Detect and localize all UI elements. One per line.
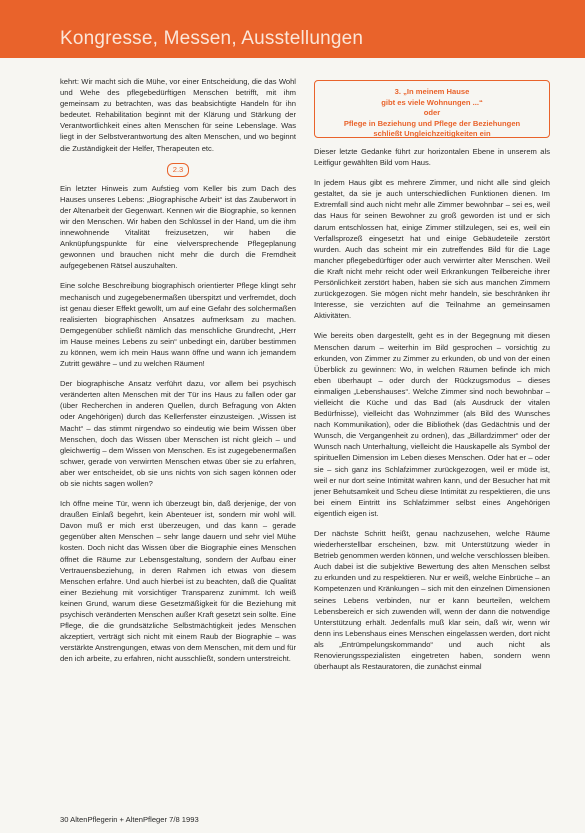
section-title: Kongresse, Messen, Ausstellungen bbox=[60, 28, 364, 49]
section-number-badge: 2.3 bbox=[167, 163, 189, 177]
paragraph: Dieser letzte Gedanke führt zur horizontalen Ebene in unserem als Leitfigur gewählten Bild vom Haus. bbox=[314, 147, 550, 168]
paragraph: Ich öffne meine Tür, wenn ich überzeugt bin, daß derjenige, der von draußen Einlaß begehrt, kein Abenteuer ist, sondern mir wohl will. Davon muß er mich erst überzeugen, und das kann – gerade gegenüber alten Menschen – sehr lange dauern und sehr viel Mühe kosten. Doch nicht das Wissen über die Biographie eines Menschen öffnet die Räume zur Lebensgestaltung, sondern der Aufbau einer Vertrauensbeziehung, in deren Rahmen ich etwas von diesem Menschen erfahre. Und auch hierbei ist zu beachten, daß die Qualität einer Beziehung mit vorsichtiger Transparenz zunimmt. Ich weiß keinen Grund, warum diese Gesetzmäßigkeit für die Beziehung mit psychisch veränderten Menschen außer Kraft gesetzt sein sollte. Eine Pflege, die die grundsätzliche Selbstmächtigkeit jedes Menschen akzeptiert, verträgt sich nicht mit einem Raub der Biographie – was verstärkte Anstrengungen, etwas von dem Menschen, mit dem und für den ich arbeite, zu erfahren, nicht ausschließt, sondern unterstreicht. bbox=[60, 499, 296, 664]
page-footer: 30 AltenPflegerin + AltenPfleger 7/8 1993 bbox=[60, 815, 199, 824]
heading-line: gibt es viele Wohnungen ...“ bbox=[381, 97, 483, 107]
paragraph: kehrt: Wir macht sich die Mühe, vor einer Entscheidung, die das Wohl und Wehe des pflegebedürftigen Menschen betrifft, mit ihm gemeinsam zu betrachten, was das beabsichtigte Handeln für ihn bedeutet. Rehabilitation beginnt mit der Klärung und Stärkung der Verantwortlichkeit eines alten Menschen für seine Lebenslage. Was liegt in der Selbstverantwortung des alten Menschen, und wo beginnt die Zuständigkeit der Helfer, Therapeuten etc. bbox=[60, 77, 296, 153]
paragraph: Der nächste Schritt heißt, genau nachzusehen, welche Räume wiederherstellbar erscheinen, bzw. mit Unterstützung wieder in Betrieb genommen werden können, und welche verschlossen bleiben. Auch dabei ist die subjektive Bewertung des alten Menschen selbst zu erkunden und zu respektieren. Nur er weiß, welche Einbrüche – an Kompetenzen und Kränkungen – sich mit den einzelnen Dimensionen seines Lebens verbinden, nur er kann beurteilen, welchem Lebensbereich er sich zuwenden will, wenn der dann die notwendige Unterstützung erhält. Jedenfalls muß klar sein, daß wir, wenn wir denn ins Lebenshaus eines Menschen eingelassen werden, dort nicht als „Entrümpelungskommando“ und auch nicht als Renovierungsspezialisten eingetreten haben, sondern wenn überhaupt als Restauratoren, die zunächst einmal bbox=[314, 529, 550, 672]
paragraph: In jedem Haus gibt es mehrere Zimmer, und nicht alle sind gleich gestaltet, da sie je auch unterschiedlichen Funktionen dienen. Im Extremfall sind auch nicht mehr alle Zimmer bewohnbar – sei es, weil das Haus für seinen Bewohner zu groß geworden ist und er sich darum entschlossen hat, einige Zimmer stillzulegen, sei es, weil ein Verfallsprozeß eingesetzt hat und einige Gebäudeteile zerstört wurden. Auch das scheint mir ein zutreffendes Bild für die Lage mancher pflegebedürftiger oder auch verwirrter alter Menschen. Weil die Kraft nicht mehr reicht oder weil Erkrankungen Teilbereiche ihrer Persönlichkeit zerstört haben, haben sie sich aus manchen Zimmern zurückgezogen. Sie mögen nicht mehr handeln, sie beschränken ihr Interesse, sie verzichten auf die Teilnahme an gemeinsamen Aktivitäten. bbox=[314, 178, 550, 321]
heading-line: 3. „In meinem Hause bbox=[394, 87, 470, 96]
heading-line: oder bbox=[423, 108, 441, 117]
paragraph: Eine solche Beschreibung biographisch orientierter Pflege klingt sehr mechanisch und zugegebenermaßen überspitzt und verfremdet, doch ist genau dieser Effekt gewollt, um auf eine Gefahr des solchermaßen realisierten biographischen Ansatzes aufmerksam zu machen. Demgegenüber schließt nämlich das menschliche Grundrecht, „Herr im Hause meines Lebens zu sein“ unbedingt ein, darüber bestimmen zu können, wem ich mein Haus wann öffne und wann ich jemandem Zutritt gewähre – und zu welchen Räumen! bbox=[60, 281, 296, 369]
right-column bbox=[314, 80, 550, 681]
paragraph: Der biographische Ansatz verführt dazu, vor allem bei psychisch veränderten alten Menschen mit der Tür ins Haus zu fallen oder gar (über Recherchen in anderen Quellen, durch Befragung von Akten oder Angehörigen) durch das Kellerfenster einzusteigen. „Wissen ist Macht“ – das stimmt nirgendwo so eindeutig wie beim Wissen über Menschen, doch das Wissen über Menschen ist nicht gleich – und gleichwertig – dem Wissen von Menschen. Es ist zugegebenermaßen schwer, gerade von verwirrten Menschen etwas über sie zu erfahren, aber wer entscheidet, ob sie uns nichts von sich sagen können oder ob sie nichts sagen wollen? bbox=[60, 379, 296, 488]
section-heading-box bbox=[314, 80, 550, 138]
header-banner bbox=[0, 0, 585, 58]
paragraph: Ein letzter Hinweis zum Aufstieg vom Keller bis zum Dach des Hauses unseres Lebens: „Biographische Arbeit“ ist das Zauberwort in der Altenarbeit der Gegenwart. Kennen wir die Biographie, so kennen wir den Menschen. Wir haben den Schlüssel in der Hand, um die ihm innewohnende Vitalität freizusetzen, wir haben die Anknüpfungspunkte für eine vielversprechende Pflegeplanung gewonnen und brauchen nicht mehr die durch die Fremdheit aufgegebenen Rätsel auszuhalten. bbox=[60, 183, 296, 271]
left-column bbox=[60, 76, 296, 674]
heading-line: Pflege in Beziehung und Pflege der Beziehungen bbox=[343, 118, 521, 128]
paragraph: Wie bereits oben dargestellt, geht es in der Begegnung mit diesen Menschen darum – weiterhin im Bild gesprochen – vorsichtig zu erkunden, von Zimmer zu Zimmer zu erkunden, ob und von der einen Überblick zu gewinnen: Wo, in welchen Räumen befinde ich mich eben überhaupt – oder durch der Rückzugsmodus – dieses einmaligen „Lebenshauses“. Welche Zimmer sind noch bewohnbar – vielleicht die Küche und das Bad (als Ausdruck der vitalen Bedürfnisse), vielleicht das Wohnzimmer (als Bild des Wunsches nach Kommunikation), oder die Bibliothek (das Gedächtnis und der Wunsch, die Vergangenheit zu ordnen), das „Billardzimmer“ oder der Wunsch nach Unterhaltung, vielleicht die Hauskapelle als Symbol der spirituellen Dimension im Leben dieses Menschen. Oder hat er – oder sie – sich ganz ins Schlafzimmer zurückgezogen, weil er müde ist, weil er nur dort seine Intimität wahren kann, und der Besucher hat mit jener Behutsamkeit und Scheu diese Intimität zu respektieren, die uns bei einem Eintritt ins Schlafzimmer selbst eines Angehörigen eigentlich eigen ist. bbox=[314, 331, 550, 518]
heading-line: schließt Ungleichzeitigkeiten ein bbox=[373, 129, 491, 138]
